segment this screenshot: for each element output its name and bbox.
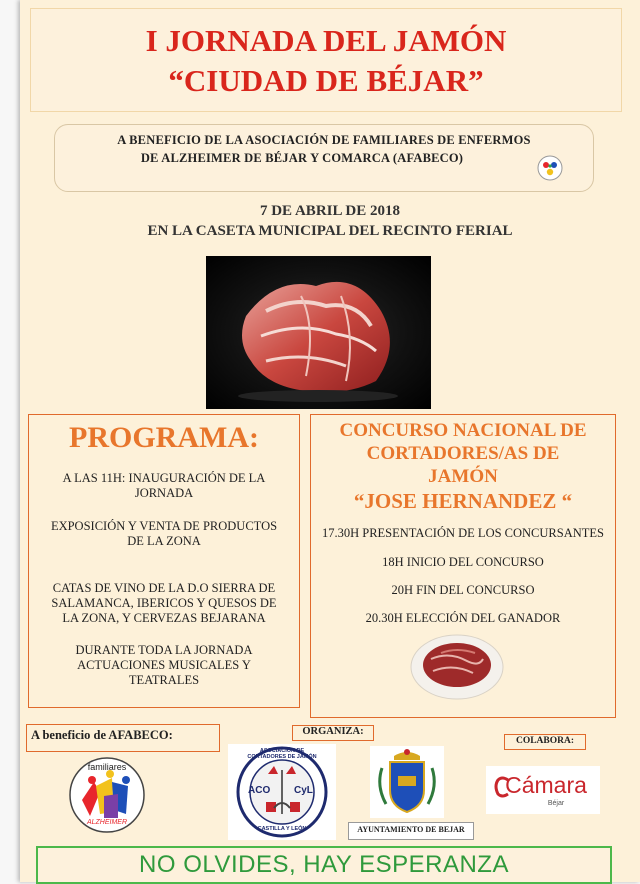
programa-item-4 xyxy=(29,643,299,688)
programa-box xyxy=(28,414,300,708)
programa-item-3-line-1: CATAS DE VINO DE LA D.O SIERRA DE xyxy=(52,581,276,595)
programa-item-1-line-2: JORNADA xyxy=(134,486,194,500)
benefit-label-box xyxy=(26,724,220,752)
programa-item-3 xyxy=(29,581,299,626)
footer-slogan: NO OLVIDES, HAY ESPERANZA xyxy=(36,846,612,884)
camara-name: Cámara xyxy=(505,772,587,798)
acocyl-bottom-text: CASTILLA Y LEÓN xyxy=(257,826,307,832)
familiares-text: familiares xyxy=(87,762,127,772)
acocyl-ring-text: ASOCIACIÓN DE CORTADORES DE JAMÓN xyxy=(247,748,317,760)
schedule-item-3: 20H FIN DEL CONCURSO xyxy=(391,583,535,597)
programa-title: PROGRAMA: xyxy=(69,421,259,454)
programa-item-3-line-3: LA ZONA, Y CERVEZAS BEJARANA xyxy=(62,611,266,625)
acocyl-cyl-text: CyL xyxy=(294,785,313,796)
concurso-title-line-3: JAMÓN xyxy=(428,466,498,487)
event-date: 7 DE ABRIL DE 2018 xyxy=(259,203,401,219)
poster xyxy=(20,0,640,882)
camara-bejar-logo xyxy=(486,766,600,814)
schedule-item-2: 18H INICIO DEL CONCURSO xyxy=(382,555,544,569)
camara-sub: Béjar xyxy=(547,800,565,807)
concurso-box xyxy=(310,414,616,718)
concurso-title-line-2: CORTADORES/AS DE xyxy=(366,443,560,464)
ayuntamiento-label: AYUNTAMIENTO DE BEJAR xyxy=(357,825,465,834)
title-line-2: “CIUDAD DE BÉJAR” xyxy=(168,63,484,98)
alzheimer-text: ALZHEIMER xyxy=(86,819,128,826)
schedule-item-4: 20.30H ELECCIÓN DEL GANADOR xyxy=(365,611,561,625)
programa-item-1-line-1: A LAS 11H: INAUGURACIÓN DE LA xyxy=(62,471,266,485)
beneficiary-line-1: A BENEFICIO DE LA ASOCIACIÓN DE FAMILIARES DE ENFERMOS xyxy=(117,133,531,147)
concurso-title xyxy=(311,419,615,488)
ayuntamiento-label-box xyxy=(348,822,474,840)
beneficiary-box xyxy=(54,124,594,192)
event-location: EN LA CASETA MUNICIPAL DEL RECINTO FERIAL xyxy=(147,223,513,239)
organiza-label-box xyxy=(292,725,374,741)
concurso-title-line-1: CONCURSO NACIONAL DE xyxy=(339,420,587,441)
programa-item-3-line-2: SALAMANCA, IBERICOS Y QUESOS DE xyxy=(51,596,277,610)
concurso-name: “JOSE HERNANDEZ “ xyxy=(353,489,573,513)
afabeco-mini-icon xyxy=(537,155,563,181)
ham-plate-photo xyxy=(409,629,505,703)
colabora-label-box xyxy=(504,734,586,750)
bejar-coat-of-arms-logo xyxy=(370,746,444,818)
title-line-1: I JORNADA DEL JAMÓN xyxy=(145,23,507,58)
ham-photo xyxy=(206,256,431,409)
programa-item-1 xyxy=(29,471,299,501)
beneficiary-line-2: DE ALZHEIMER DE BÉJAR Y COMARCA (AFABECO) xyxy=(140,151,464,165)
acocyl-aco-text: ACO xyxy=(248,785,271,796)
programa-item-2-line-1: EXPOSICIÓN Y VENTA DE PRODUCTOS xyxy=(50,519,278,533)
schedule-item-1: 17.30H PRESENTACIÓN DE LOS CONCURSANTES xyxy=(321,526,604,540)
organiza-label: ORGANIZA: xyxy=(302,726,364,737)
colabora-label: COLABORA: xyxy=(515,736,575,746)
programa-item-4-line-2: ACTUACIONES MUSICALES Y xyxy=(77,658,251,672)
programa-item-2 xyxy=(29,519,299,549)
programa-item-2-line-2: DE LA ZONA xyxy=(127,534,201,548)
benefit-label: A beneficio de AFABECO: xyxy=(31,728,173,742)
title-box xyxy=(30,8,622,112)
programa-item-4-line-3: TEATRALES xyxy=(128,673,200,687)
programa-item-4-line-1: DURANTE TODA LA JORNADA xyxy=(75,643,253,657)
acocyl-logo xyxy=(228,744,336,840)
